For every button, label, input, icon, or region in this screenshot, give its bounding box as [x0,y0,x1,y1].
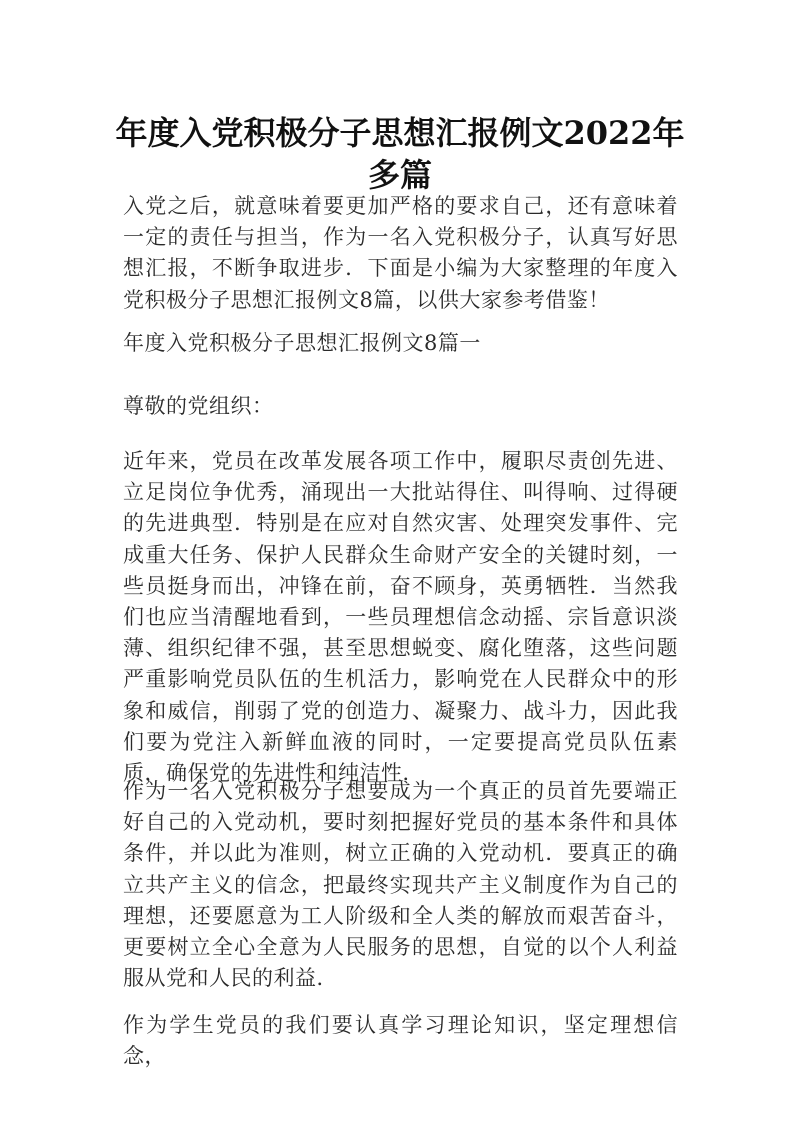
section-heading: 年度入党积极分子思想汇报例文8篇一 [123,331,481,355]
body-paragraph: 作为学生党员的我们要认真学习理论知识，坚定理想信念， [123,1013,678,1069]
intro-paragraph: 入党之后，就意味着要更加严格的要求自己，还有意味着一定的责任与担当，作为一名入党积极分子，认真写好思想汇报，不断争取进步．下面是小编为大家整理的年度入党积极分子思想汇报例文8篇，以供大家参考借鉴！ [123,194,678,312]
salutation: 尊敬的党组织： [123,394,274,418]
document-title: 年度入党积极分子思想汇报例文2022年多篇 [115,114,685,194]
body-paragraph: 作为一名入党积极分子想要成为一个真正的员首先要端正好自己的入党动机，要时刻把握好党员的基本条件和具体条件，并以此为准则，树立正确的入党动机．要真正的确立共产主义的信念，把最终实现共产主义制度作为自己的理想，还要愿意为工人阶级和全人类的解放而艰苦奋斗，更要树立全心全意为人民服务的思想，自觉的以个人利益服从党和人民的利益． [123,779,678,991]
body-paragraph: 近年来，党员在改革发展各项工作中，履职尽责创先进、立足岗位争优秀，涌现出一大批站得住、叫得响、过得硬的先进典型．特别是在应对自然灾害、处理突发事件、完成重大任务、保护人民群众生命财产安全的关键时刻，一些员挺身而出，冲锋在前，奋不顾身，英勇牺牲．当然我们也应当清醒地看到，一些员理想信念动摇、宗旨意识淡薄、组织纪律不强，甚至思想蜕变、腐化堕落，这些问题严重影响党员队伍的生机活力，影响党在人民群众中的形象和威信，削弱了党的创造力、凝聚力、战斗力，因此我们要为党注入新鲜血液的同时，一定要提高党员队伍素质，确保党的先进性和纯洁性． [123,449,678,786]
